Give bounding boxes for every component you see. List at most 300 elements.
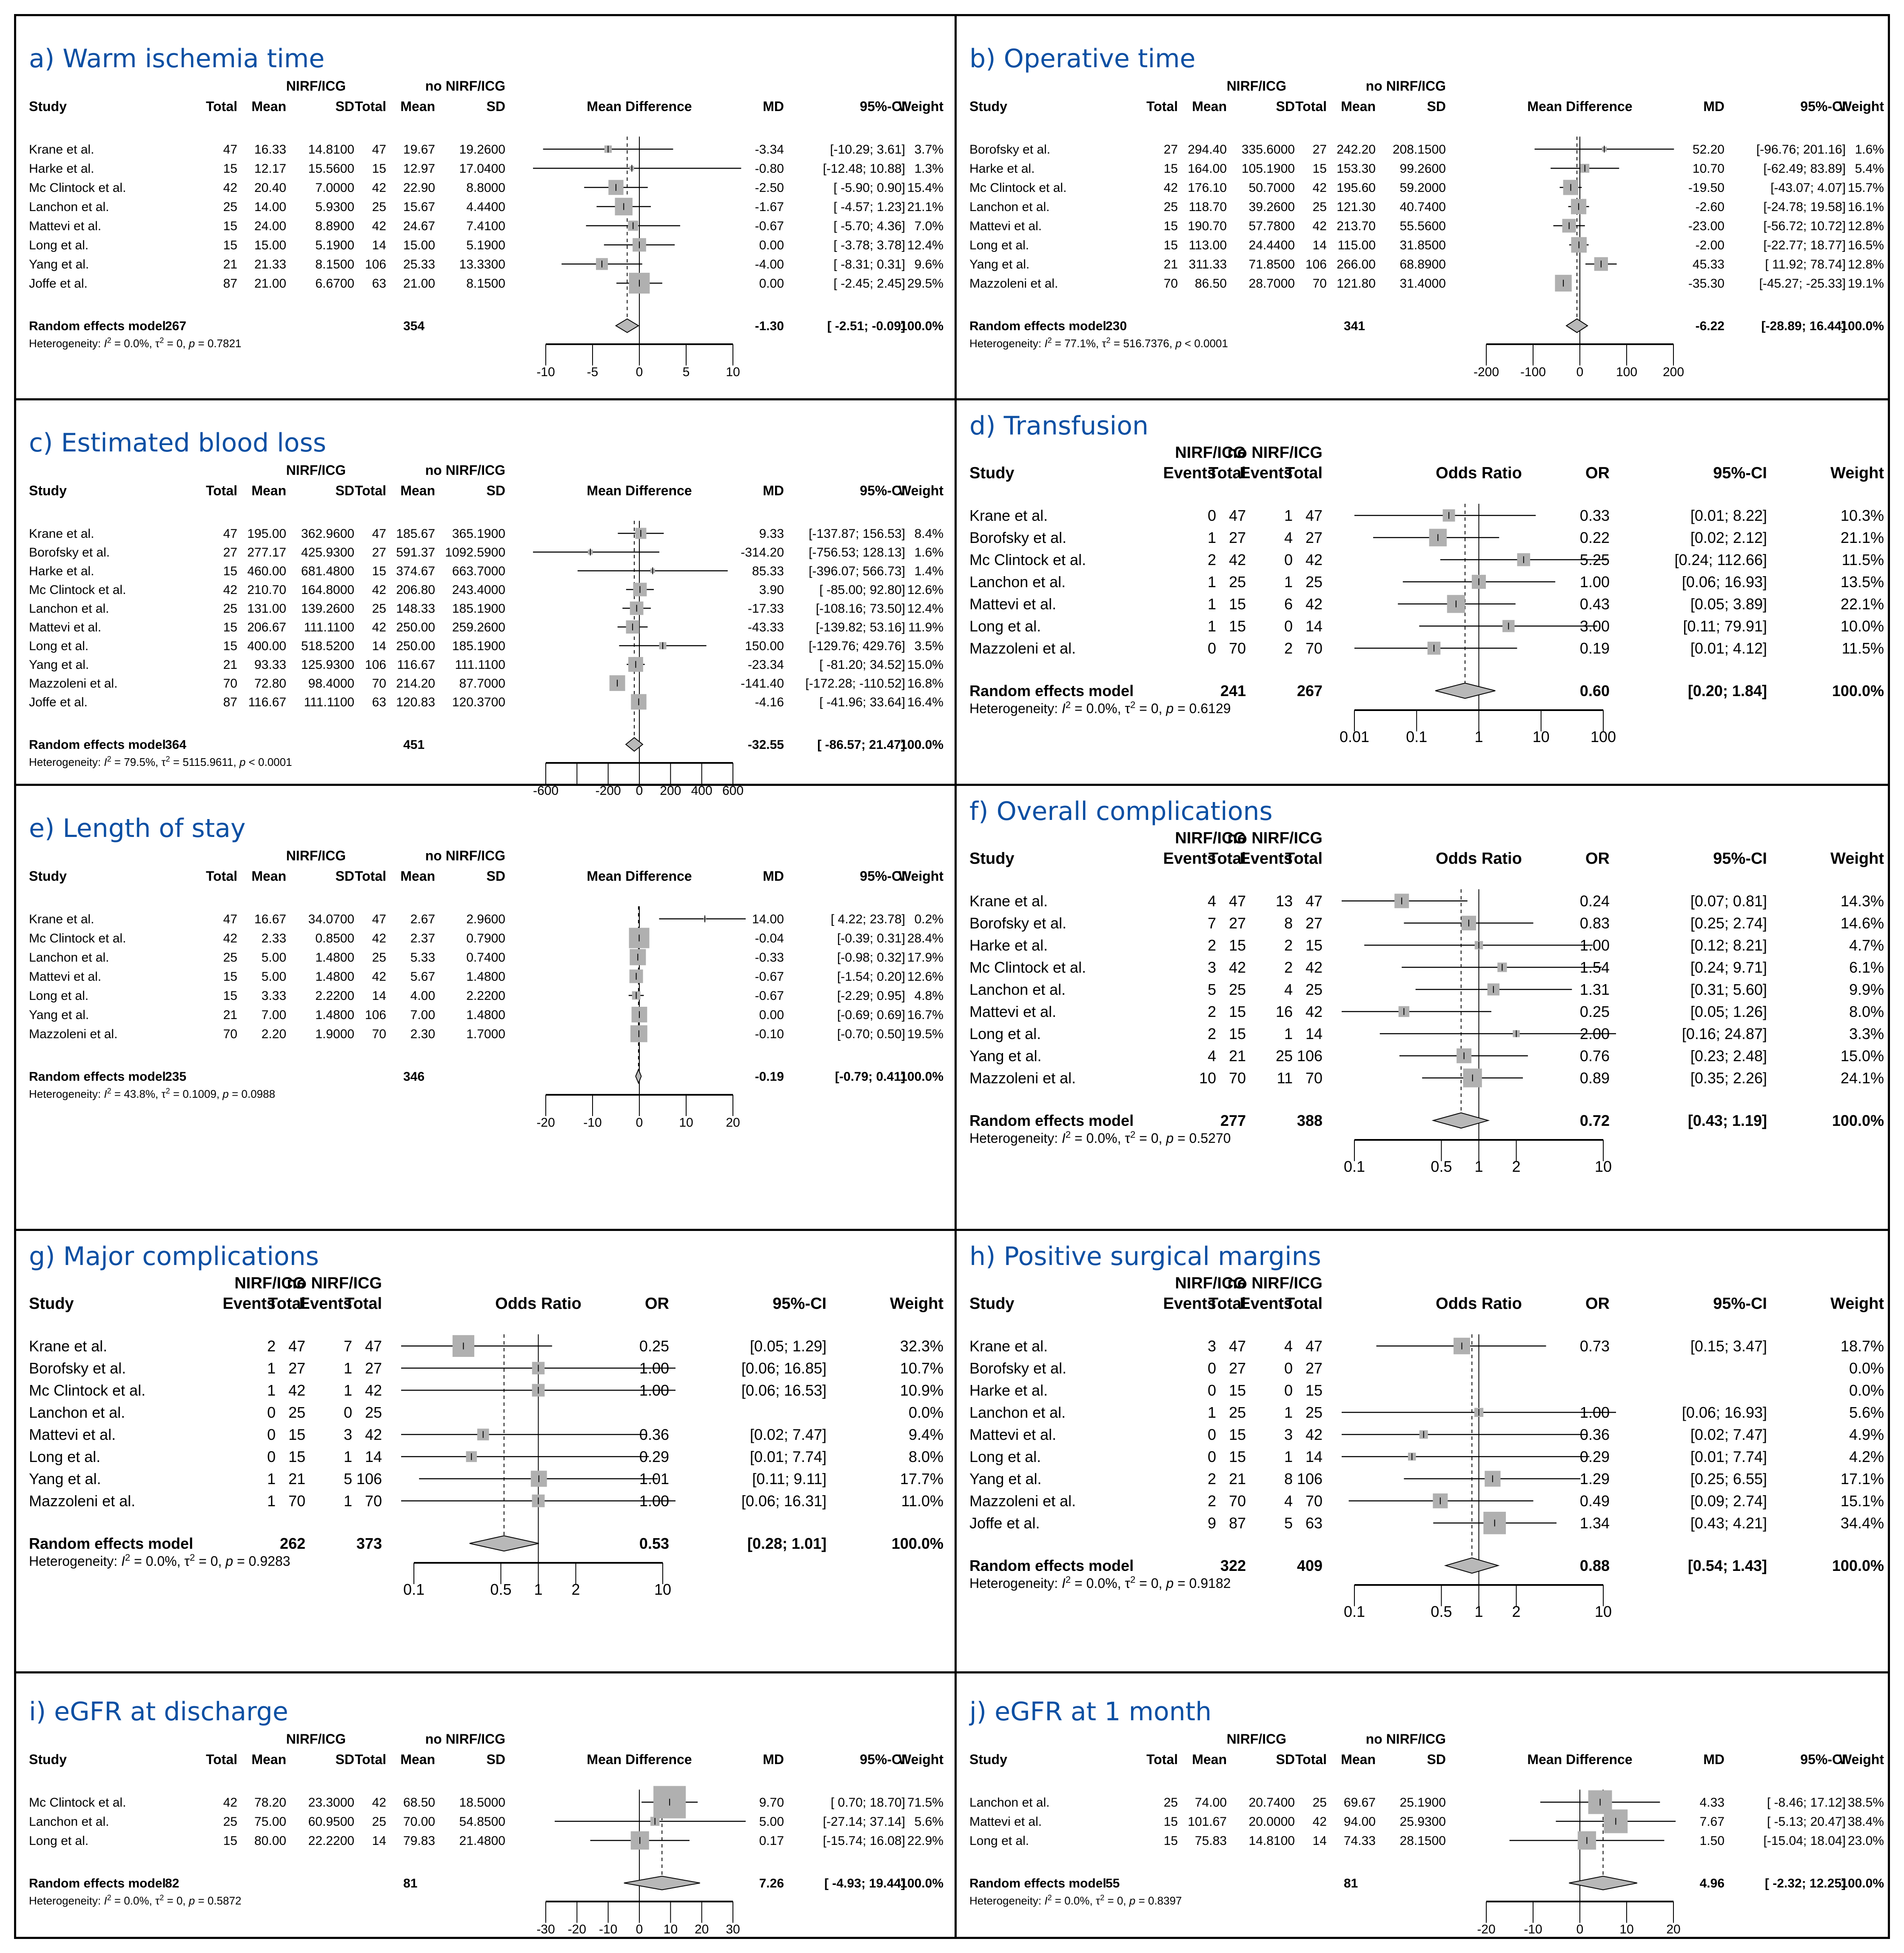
mean-treatment: 131.00 xyxy=(247,602,286,616)
study-weight: 8.0% xyxy=(908,1448,943,1465)
confidence-interval: [-62.49; 83.89] xyxy=(1763,162,1846,176)
study-row xyxy=(29,970,943,984)
total-treatment: 27 xyxy=(1228,529,1246,546)
study-weight: 5.6% xyxy=(1849,1404,1884,1421)
total-treatment: 47 xyxy=(223,527,237,541)
column-header-sd: SD xyxy=(486,483,505,498)
effect-estimate: 2.00 xyxy=(1579,1025,1610,1042)
confidence-interval: [-27.14; 37.14] xyxy=(823,1815,905,1829)
total-treatment: 70 xyxy=(1228,640,1246,657)
sd-treatment: 139.2600 xyxy=(301,602,354,616)
sd-control: 7.4100 xyxy=(466,219,505,233)
column-header-weight: Weight xyxy=(1830,850,1884,868)
summary-row xyxy=(969,1876,1884,1891)
study-name: Long et al. xyxy=(29,1448,101,1465)
effect-estimate: 1.01 xyxy=(639,1470,669,1488)
column-header-total: Total xyxy=(354,483,386,498)
x-axis xyxy=(1344,1140,1612,1175)
total-control: 14 xyxy=(1312,1834,1327,1848)
column-header-estimate: OR xyxy=(645,1295,669,1313)
column-header-total: Total xyxy=(1146,1752,1178,1767)
study-weight: 17.9% xyxy=(907,951,943,965)
events-control: 16 xyxy=(1275,1003,1293,1020)
study-row xyxy=(29,675,943,691)
summary-ci: [0.54; 1.43] xyxy=(1687,1557,1767,1574)
effect-estimate: -314.20 xyxy=(741,545,784,560)
column-header-total: Total xyxy=(354,99,386,114)
column-header-events: Events xyxy=(1163,464,1216,482)
study-weight: 5.4% xyxy=(1855,162,1884,176)
study-name: Long et al. xyxy=(29,238,89,252)
mean-control: 121.80 xyxy=(1337,277,1376,291)
effect-estimate: -0.10 xyxy=(755,1027,784,1041)
total-control: 106 xyxy=(1305,257,1327,271)
effect-estimate: 5.00 xyxy=(759,1815,784,1829)
sd-treatment: 1.4800 xyxy=(315,951,354,965)
confidence-interval: [0.09; 2.74] xyxy=(1690,1492,1767,1510)
confidence-interval: [0.16; 24.87] xyxy=(1682,1025,1767,1042)
column-header-study: Study xyxy=(969,1752,1007,1767)
summary-ci: [0.28; 1.01] xyxy=(747,1535,827,1552)
study-row xyxy=(969,219,1884,233)
mean-control: 74.33 xyxy=(1343,1834,1376,1848)
confidence-interval: [0.02; 7.47] xyxy=(750,1426,827,1443)
study-row xyxy=(969,573,1884,591)
mean-treatment: 14.00 xyxy=(254,200,286,214)
events-control: 8 xyxy=(1284,1470,1293,1488)
panel-egfr-1-month xyxy=(957,1673,1890,1937)
total-control: 25 xyxy=(1312,1796,1327,1810)
study-row xyxy=(969,1382,1884,1399)
forest-plot xyxy=(957,1231,1890,1671)
group-header-nirf: NIRF/ICG xyxy=(286,463,346,478)
column-header-total: Total xyxy=(205,1752,237,1767)
sd-control: 365.1900 xyxy=(452,527,505,541)
effect-estimate: -0.67 xyxy=(755,970,784,984)
mean-treatment: 74.00 xyxy=(1194,1796,1227,1810)
events-treatment: 2 xyxy=(1207,1492,1216,1510)
confidence-interval: [0.31; 5.60] xyxy=(1690,981,1767,998)
column-header-sd: SD xyxy=(335,868,354,884)
confidence-interval: [ -5.90; 0.90] xyxy=(833,181,905,195)
column-header-total: Total xyxy=(1209,1295,1246,1313)
study-weight: 22.1% xyxy=(1840,595,1884,613)
total-treatment: 15 xyxy=(1228,1382,1246,1399)
confidence-interval: [0.07; 0.81] xyxy=(1690,892,1767,910)
study-weight: 16.8% xyxy=(907,677,943,691)
column-header-events: Events xyxy=(1240,850,1293,868)
sd-control: 111.1100 xyxy=(455,658,505,672)
sd-treatment: 164.8000 xyxy=(301,583,354,597)
study-row xyxy=(969,937,1884,954)
effect-estimate: 7.67 xyxy=(1699,1815,1724,1829)
summary-ci: [ -2.32; 12.25] xyxy=(1764,1876,1846,1890)
sd-control: 87.7000 xyxy=(459,677,505,691)
mean-treatment: 101.67 xyxy=(1188,1815,1227,1829)
column-header-mean: Mean xyxy=(1192,1752,1227,1767)
sd-treatment: 15.5600 xyxy=(308,162,354,176)
study-name: Mazzoleni et al. xyxy=(29,677,118,691)
effect-estimate: -0.80 xyxy=(755,162,784,176)
total-control: 15 xyxy=(372,564,386,578)
total-control: 14 xyxy=(1305,1448,1323,1465)
panel-warm-ischemia-time xyxy=(16,16,955,398)
column-header-effect: Mean Difference xyxy=(587,99,692,114)
heterogeneity-stats: Heterogeneity: $I^2 = 0.0\%$, $\tau^2 = 0$, p = 0.9182 xyxy=(969,1574,1231,1591)
study-weight: 21.1% xyxy=(907,200,943,214)
sd-treatment: 71.8500 xyxy=(1248,257,1295,271)
total-treatment: 87 xyxy=(1228,1514,1246,1532)
sd-control: 25.1900 xyxy=(1399,1796,1446,1810)
confidence-interval: [ 0.70; 18.70] xyxy=(830,1796,905,1810)
total-treatment: 21 xyxy=(1228,1470,1246,1488)
x-axis xyxy=(536,1902,740,1936)
study-row xyxy=(29,1426,943,1443)
effect-estimate: -23.00 xyxy=(1688,219,1724,233)
study-weight: 34.4% xyxy=(1840,1514,1884,1532)
summary-diamond xyxy=(1566,319,1588,333)
confidence-interval: [0.25; 6.55] xyxy=(1690,1470,1767,1488)
forest-plot xyxy=(16,1231,955,1671)
column-header-total: Total xyxy=(1285,1295,1323,1313)
mean-control: 206.80 xyxy=(396,583,435,597)
confidence-interval: [-10.29; 3.61] xyxy=(830,143,905,157)
x-axis xyxy=(536,344,740,379)
sd-control: 0.7400 xyxy=(466,951,505,965)
column-header-estimate: OR xyxy=(1585,850,1610,868)
confidence-interval: [-137.87; 156.53] xyxy=(809,527,905,541)
study-name: Mc Clintock et al. xyxy=(969,181,1067,195)
events-control: 2 xyxy=(1284,937,1293,954)
confidence-interval: [0.06; 16.85] xyxy=(741,1359,827,1377)
axis-tick-label: 2 xyxy=(1512,1158,1521,1175)
events-treatment: 0 xyxy=(1207,1359,1216,1377)
study-name: Long et al. xyxy=(29,639,89,653)
study-row xyxy=(29,545,943,560)
study-row xyxy=(29,564,943,578)
study-name: Yang et al. xyxy=(29,1470,101,1488)
total-control: 47 xyxy=(1305,1337,1323,1355)
events-treatment: 0 xyxy=(1207,1448,1216,1465)
axis-tick-label: 400 xyxy=(691,784,713,798)
effect-estimate: 1.34 xyxy=(1579,1514,1610,1532)
summary-row xyxy=(29,1070,943,1084)
group-header-no-nirf: no NIRF/ICG xyxy=(425,463,505,478)
sd-control: 185.1900 xyxy=(452,602,505,616)
study-weight: 4.7% xyxy=(1849,937,1884,954)
study-row xyxy=(29,1025,943,1042)
events-treatment: 9 xyxy=(1207,1514,1216,1532)
confidence-interval: [ -81.20; 34.52] xyxy=(819,658,905,672)
column-header-sd: SD xyxy=(486,1752,505,1767)
total-control: 106 xyxy=(1297,1470,1323,1488)
sd-control: 54.8500 xyxy=(459,1815,505,1829)
mean-treatment: 15.00 xyxy=(254,238,286,252)
study-weight: 12.8% xyxy=(1847,257,1884,271)
summary-total-treatment: 82 xyxy=(165,1876,180,1890)
axis-tick-label: 0.1 xyxy=(1343,1603,1365,1620)
mean-treatment: 75.83 xyxy=(1194,1834,1227,1848)
total-treatment: 15 xyxy=(288,1448,305,1465)
total-control: 70 xyxy=(372,1027,386,1041)
total-treatment: 15 xyxy=(1228,1448,1246,1465)
confidence-interval: [0.06; 16.31] xyxy=(741,1492,827,1510)
total-treatment: 27 xyxy=(1228,1359,1246,1377)
effect-estimate: 0.89 xyxy=(1579,1069,1610,1087)
summary-estimate: 7.26 xyxy=(759,1876,784,1890)
total-control: 106 xyxy=(1297,1047,1323,1065)
study-name: Long et al. xyxy=(969,238,1029,252)
study-weight: 29.5% xyxy=(907,277,943,291)
axis-tick-label: 1 xyxy=(1474,1158,1483,1175)
effect-estimate: -0.33 xyxy=(755,951,784,965)
axis-tick-label: -20 xyxy=(567,1922,587,1936)
forest-plot xyxy=(957,400,1890,784)
total-treatment: 15 xyxy=(223,989,237,1003)
column-header-weight: Weight xyxy=(898,1752,943,1767)
column-header-estimate: MD xyxy=(1703,1752,1724,1767)
group-header-no-nirf: no NIRF/ICG xyxy=(287,1274,382,1292)
sd-control: 243.4000 xyxy=(452,583,505,597)
study-weight: 18.7% xyxy=(1840,1337,1884,1355)
sd-control: 28.1500 xyxy=(1399,1834,1446,1848)
events-treatment: 1 xyxy=(1207,617,1216,635)
study-name: Lanchon et al. xyxy=(29,602,109,616)
sd-control: 1.7000 xyxy=(466,1027,505,1041)
events-control: 3 xyxy=(343,1426,352,1443)
column-header-estimate: MD xyxy=(763,99,784,114)
axis-tick-label: 10 xyxy=(726,365,740,379)
study-weight: 19.5% xyxy=(907,1027,943,1041)
sd-treatment: 24.4400 xyxy=(1248,238,1295,252)
study-row xyxy=(29,143,943,157)
confidence-interval: [ -41.96; 33.64] xyxy=(819,695,905,709)
mean-treatment: 12.17 xyxy=(254,162,286,176)
axis-tick-label: -10 xyxy=(536,365,555,379)
study-row xyxy=(969,143,1884,157)
total-control: 14 xyxy=(372,1834,386,1848)
column-header-events: Events xyxy=(1163,1295,1216,1313)
mean-control: 115.00 xyxy=(1337,238,1376,252)
panel-title: i) eGFR at discharge xyxy=(29,1697,288,1727)
mean-control: 21.00 xyxy=(403,277,435,291)
total-treatment: 25 xyxy=(223,602,237,616)
summary-total-treatment: 235 xyxy=(165,1070,187,1084)
effect-estimate: 0.43 xyxy=(1579,595,1610,613)
sd-treatment: 105.1900 xyxy=(1241,162,1295,176)
total-treatment: 47 xyxy=(1228,1337,1246,1355)
mean-treatment: 400.00 xyxy=(247,639,286,653)
summary-diamond xyxy=(470,1536,539,1551)
sd-treatment: 362.9600 xyxy=(301,527,354,541)
confidence-interval: [-0.69; 0.69] xyxy=(837,1008,905,1022)
study-weight: 11.5% xyxy=(1841,551,1884,568)
mean-treatment: 118.70 xyxy=(1189,200,1227,214)
total-treatment: 42 xyxy=(1228,959,1246,976)
summary-ci: [-0.79; 0.41] xyxy=(835,1070,905,1084)
axis-tick-label: 0.5 xyxy=(490,1581,512,1598)
mean-control: 2.67 xyxy=(410,912,435,926)
axis-tick-label: 0.5 xyxy=(1431,1603,1452,1620)
study-weight: 1.3% xyxy=(914,162,943,176)
column-header-total: Total xyxy=(345,1295,382,1313)
total-control: 27 xyxy=(1305,529,1323,546)
study-weight: 0.0% xyxy=(908,1404,943,1421)
study-weight: 15.1% xyxy=(1840,1492,1884,1510)
forest-plot xyxy=(16,786,955,1229)
total-treatment: 27 xyxy=(1228,914,1246,932)
study-weight: 11.9% xyxy=(908,620,943,634)
forest-plot xyxy=(957,1673,1890,1937)
total-treatment: 21 xyxy=(1228,1047,1246,1065)
total-control: 106 xyxy=(365,257,386,271)
group-header-no-nirf: no NIRF/ICG xyxy=(1227,444,1323,462)
mean-control: 116.67 xyxy=(397,658,435,672)
study-weight: 16.5% xyxy=(1847,238,1884,252)
axis-tick-label: 0.01 xyxy=(1339,728,1370,745)
study-name: Krane et al. xyxy=(29,912,94,926)
mean-control: 250.00 xyxy=(396,639,435,653)
total-treatment: 15 xyxy=(1163,1815,1178,1829)
group-header-nirf: NIRF/ICG xyxy=(234,1274,305,1292)
column-header-mean: Mean xyxy=(251,868,286,884)
column-header-sd: SD xyxy=(1427,1752,1446,1767)
confidence-interval: [-396.07; 566.73] xyxy=(809,564,905,578)
sd-treatment: 39.2600 xyxy=(1248,200,1295,214)
column-header-events: Events xyxy=(1240,464,1293,482)
events-treatment: 0 xyxy=(267,1426,276,1443)
effect-estimate: 1.50 xyxy=(1699,1834,1724,1848)
column-header-estimate: MD xyxy=(763,1752,784,1767)
total-treatment: 15 xyxy=(1228,617,1246,635)
total-treatment: 25 xyxy=(1163,1796,1178,1810)
study-name: Mattevi et al. xyxy=(969,1426,1057,1443)
heterogeneity-stats: Heterogeneity: $I^2 = 0.0\%$, $\tau^2 = 0$, p = 0.8397 xyxy=(969,1893,1182,1907)
confidence-interval: [-0.70; 0.50] xyxy=(837,1027,905,1041)
summary-diamond xyxy=(1569,1876,1637,1890)
column-header-estimate: OR xyxy=(1585,1295,1610,1313)
summary-total-control: 354 xyxy=(403,319,425,333)
study-weight: 0.0% xyxy=(1849,1359,1884,1377)
mean-treatment: 7.00 xyxy=(261,1008,286,1022)
sd-treatment: 8.8900 xyxy=(315,219,354,233)
study-weight: 3.7% xyxy=(914,143,943,157)
study-weight: 12.6% xyxy=(907,583,943,597)
total-treatment: 70 xyxy=(223,1027,237,1041)
total-treatment: 70 xyxy=(1228,1069,1246,1087)
column-header-mean: Mean xyxy=(1341,99,1376,114)
effect-estimate: 10.70 xyxy=(1692,162,1724,176)
confidence-interval: [0.23; 2.48] xyxy=(1690,1047,1767,1065)
total-control: 70 xyxy=(1305,1069,1323,1087)
mean-treatment: 72.80 xyxy=(254,677,286,691)
study-name: Joffe et al. xyxy=(29,695,88,709)
group-header-no-nirf: no NIRF/ICG xyxy=(1365,78,1446,94)
total-control: 25 xyxy=(372,951,386,965)
total-control: 27 xyxy=(365,1359,382,1377)
mean-treatment: 5.00 xyxy=(261,951,286,965)
total-treatment: 27 xyxy=(288,1359,305,1377)
axis-tick-label: 200 xyxy=(1662,365,1685,379)
study-weight: 71.5% xyxy=(907,1796,943,1810)
sd-treatment: 60.9500 xyxy=(308,1815,354,1829)
panel-overall-complications xyxy=(957,786,1890,1229)
forest-plot-figure xyxy=(14,14,1890,1939)
study-row xyxy=(969,1810,1884,1833)
column-header-sd: SD xyxy=(335,483,354,498)
study-weight: 9.6% xyxy=(914,257,943,271)
column-header-events: Events xyxy=(1240,1295,1293,1313)
sd-treatment: 57.7800 xyxy=(1248,219,1295,233)
effect-estimate: 0.17 xyxy=(759,1834,784,1848)
events-control: 2 xyxy=(1284,640,1293,657)
group-header-no-nirf: no NIRF/ICG xyxy=(1227,1274,1323,1292)
total-treatment: 15 xyxy=(223,162,237,176)
column-header-effect: Odds Ratio xyxy=(1436,464,1522,482)
x-axis xyxy=(536,1095,740,1130)
study-row xyxy=(29,180,943,195)
summary-total-treatment: 322 xyxy=(1220,1557,1246,1574)
study-weight: 10.7% xyxy=(900,1359,943,1377)
mean-treatment: 277.17 xyxy=(247,545,286,560)
group-header-nirf: NIRF/ICG xyxy=(1226,78,1286,94)
effect-estimate: 0.25 xyxy=(639,1337,669,1355)
effect-estimate: 5.25 xyxy=(1579,551,1610,568)
sd-treatment: 20.7400 xyxy=(1248,1796,1295,1810)
mean-control: 22.90 xyxy=(403,181,435,195)
total-control: 42 xyxy=(372,970,386,984)
total-control: 63 xyxy=(372,277,386,291)
axis-tick-label: -5 xyxy=(587,365,599,379)
study-row xyxy=(969,257,1884,271)
column-header-total: Total xyxy=(268,1295,305,1313)
column-header-weight: Weight xyxy=(1830,464,1884,482)
study-weight: 8.4% xyxy=(914,527,943,541)
group-header-nirf: NIRF/ICG xyxy=(1175,444,1246,462)
confidence-interval: [-2.29; 0.95] xyxy=(837,989,905,1003)
confidence-interval: [-15.04; 18.04] xyxy=(1763,1834,1846,1848)
column-header-effect: Mean Difference xyxy=(1527,1752,1633,1767)
sd-treatment: 22.2200 xyxy=(308,1834,354,1848)
study-weight: 11.5% xyxy=(1841,640,1884,657)
total-treatment: 42 xyxy=(223,1796,237,1810)
total-control: 14 xyxy=(1305,617,1323,635)
confidence-interval: [0.24; 112.66] xyxy=(1674,551,1767,568)
panel-title: a) Warm ischemia time xyxy=(29,44,325,74)
study-name: Mc Clintock et al. xyxy=(29,1382,146,1399)
axis-tick-label: -200 xyxy=(595,784,621,798)
column-header-study: Study xyxy=(969,99,1007,114)
events-treatment: 7 xyxy=(1207,914,1216,932)
events-treatment: 0 xyxy=(1207,507,1216,524)
study-weight: 1.6% xyxy=(1855,143,1884,157)
summary-ci: [ -86.57; 21.47] xyxy=(817,738,905,752)
effect-estimate: -0.67 xyxy=(755,219,784,233)
summary-row xyxy=(969,319,1884,334)
study-name: Mattevi et al. xyxy=(969,1815,1042,1829)
total-control: 42 xyxy=(372,181,386,195)
events-treatment: 2 xyxy=(1207,1470,1216,1488)
events-control: 1 xyxy=(1284,1025,1293,1042)
mean-treatment: 21.33 xyxy=(254,257,286,271)
study-weight: 11.0% xyxy=(901,1492,943,1510)
total-treatment: 15 xyxy=(1163,162,1178,176)
events-control: 5 xyxy=(1284,1514,1293,1532)
study-name: Mattevi et al. xyxy=(969,595,1057,613)
total-control: 42 xyxy=(1312,181,1327,195)
study-row xyxy=(29,639,943,653)
axis-tick-label: -10 xyxy=(599,1922,618,1936)
